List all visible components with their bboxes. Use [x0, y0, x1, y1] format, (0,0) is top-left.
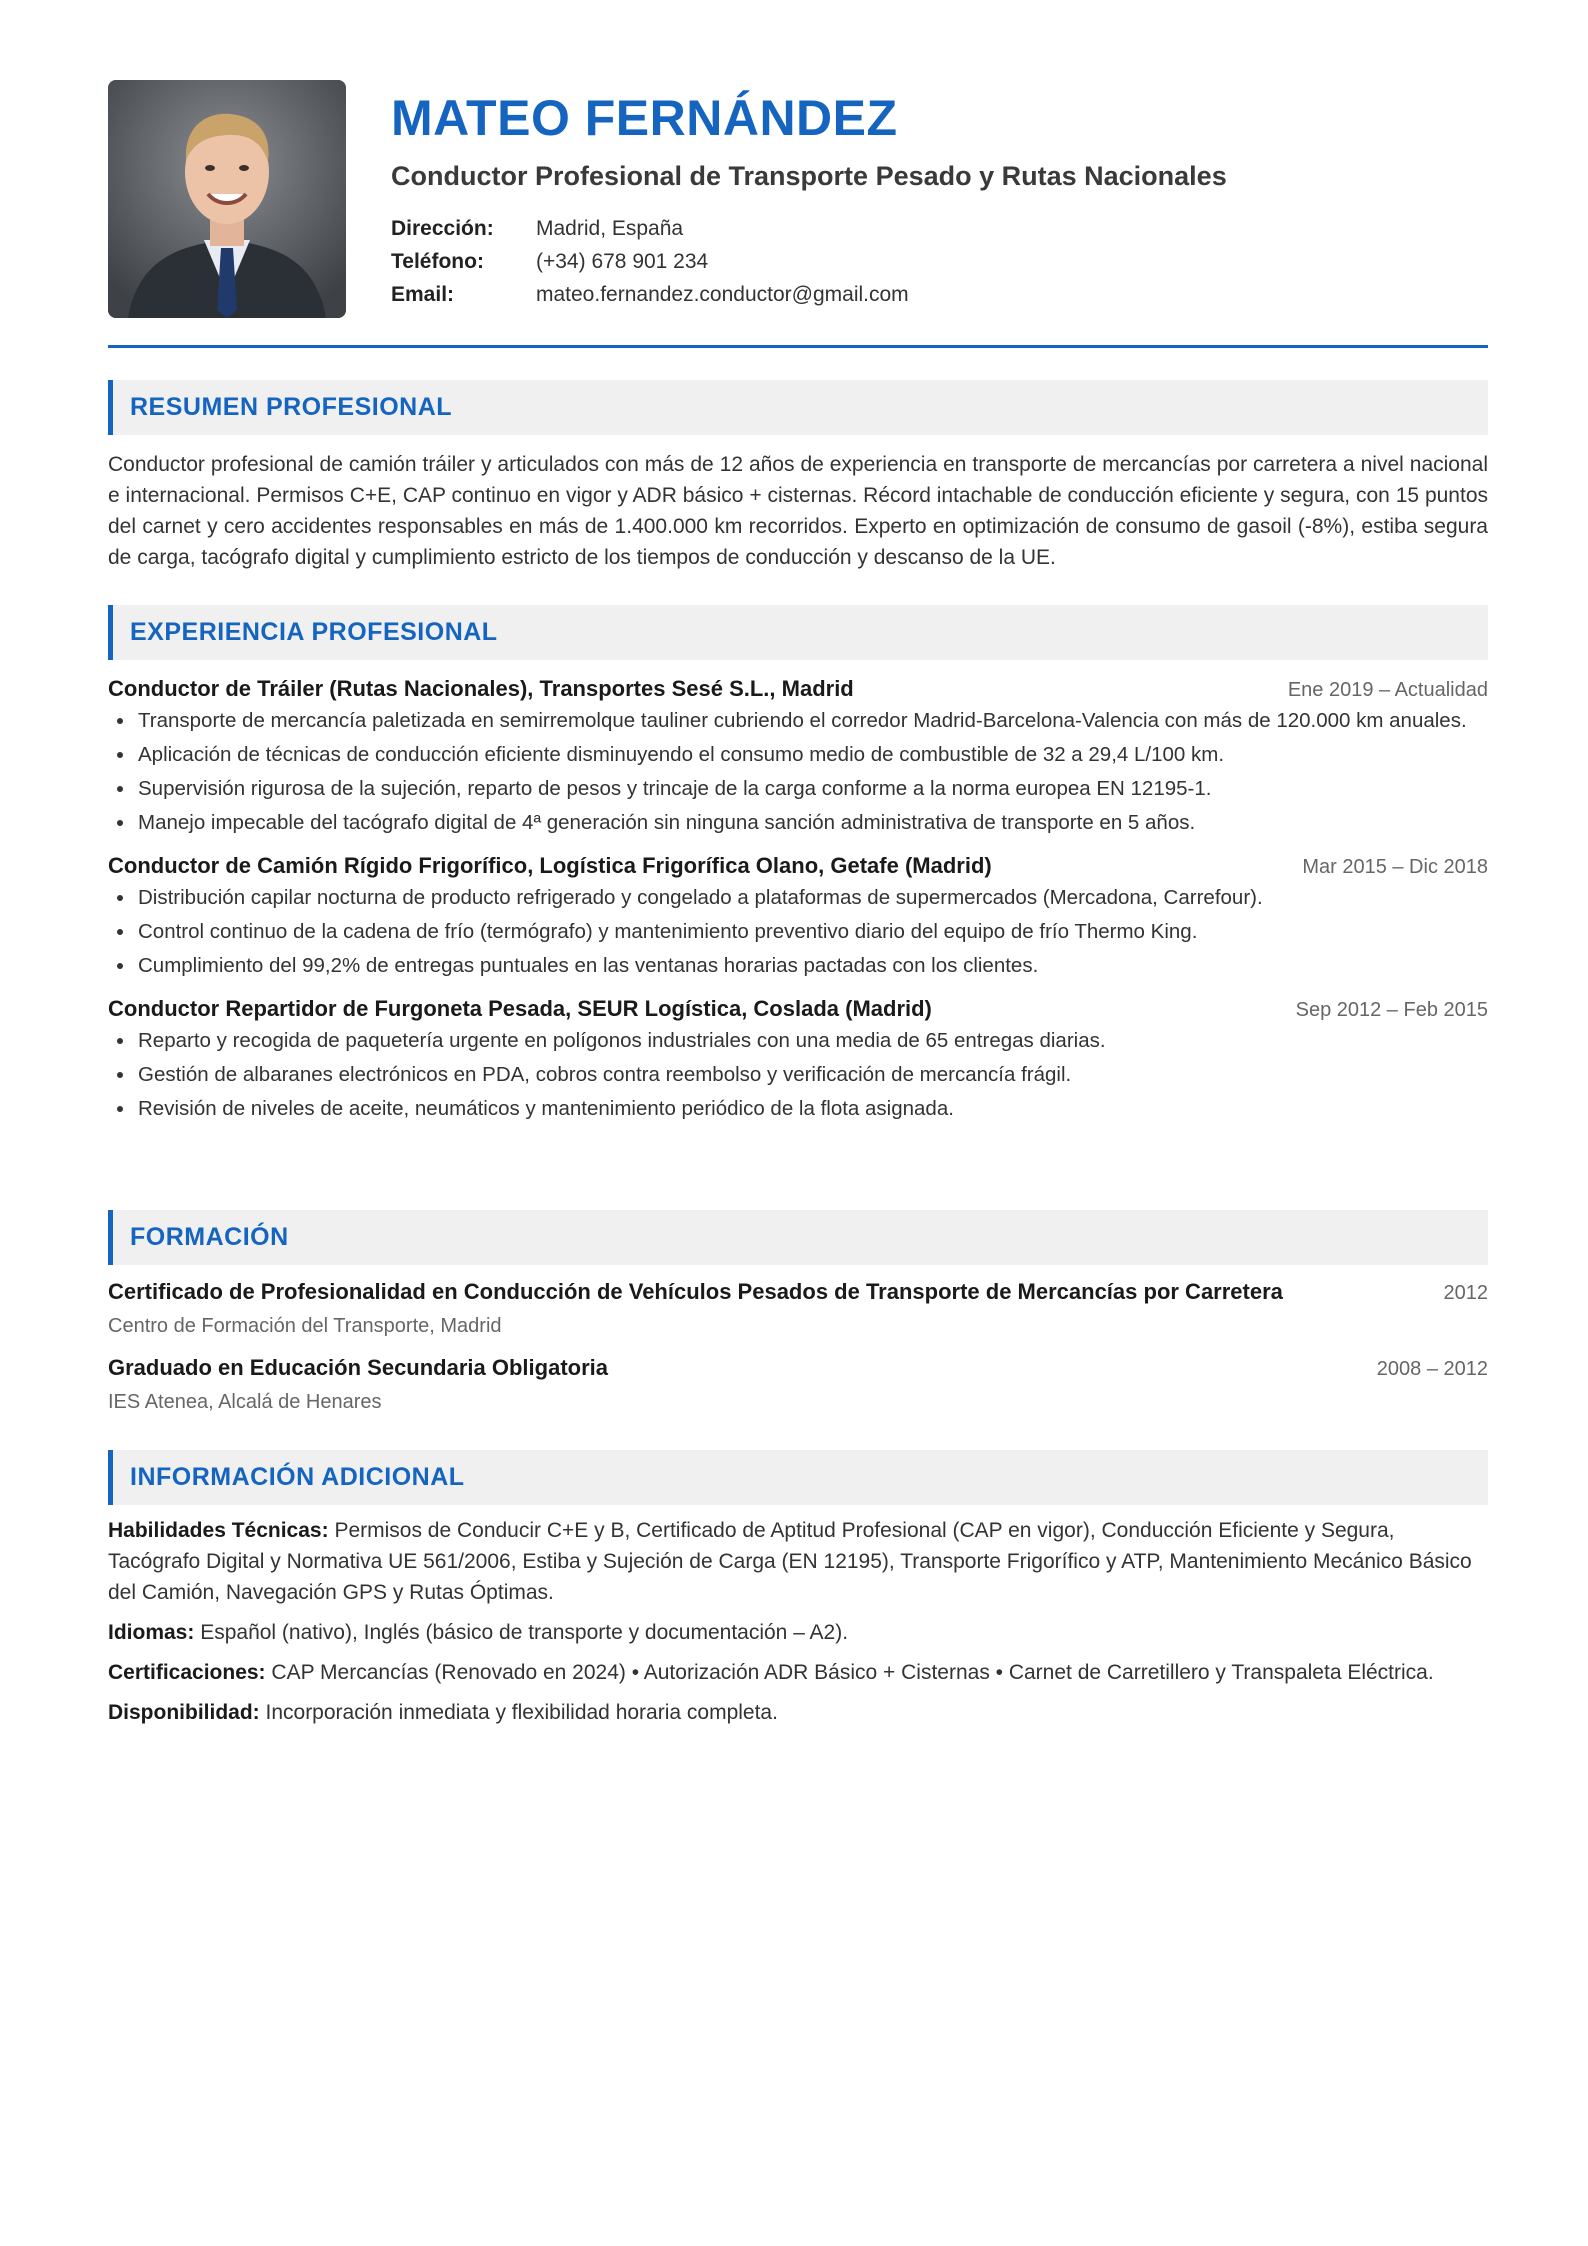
contact-row-address — [391, 212, 1488, 245]
job-bullet: • Distribución capilar nocturna de producto refrigerado y congelado a plataformas de supermercados (Mercadona, Carrefour). — [136, 883, 1488, 912]
job-entry — [108, 994, 1488, 1123]
summary-text: Conductor profesional de camión tráiler y articulados con más de 12 años de experiencia en transporte de mercancías por carretera a nivel nacional e internacional. Permisos C+E, CAP continuo en vigor y ADR básico + cisternas. Récord intachable de conducción eficiente y segura, con 15 puntos del carnet y cero accidentes responsables en más de 1.400.000 km recorridos. Experto en optimización de consumo de gasoil (-8%), estiba segura de carga, tacógrafo digital y cumplimiento estricto de los tiempos de conducción y descanso de la UE. — [108, 453, 1488, 569]
job-bullet: • Supervisión rigurosa de la sujeción, reparto de pesos y trincaje de la carga conforme a la norma europea EN 12195-1. — [136, 774, 1488, 803]
resume-content — [108, 80, 1488, 1724]
section-additional — [108, 1450, 1488, 1737]
additional-text: CAP Mercancías (Renovado en 2024) • Autorización ADR Básico + Cisternas • Carnet de Carretillero y Transpaleta Eléctrica. — [271, 1661, 1434, 1684]
job-bullets — [108, 1026, 1488, 1123]
education-institution: Centro de Formación del Transporte, Madrid — [108, 1315, 502, 1337]
job-bullet: • Transporte de mercancía paletizada en semirremolque tauliner cubriendo el corredor Madrid-Barcelona-Valencia con más de 120.000 km anuales. — [136, 706, 1488, 735]
additional-item-skills — [108, 1515, 1488, 1608]
job-bullets — [108, 883, 1488, 980]
additional-label: Certificaciones: — [108, 1661, 266, 1684]
job-bullet: • Gestión de albaranes electrónicos en PDA, cobros contra reembolso y verificación de mercancía frágil. — [136, 1060, 1488, 1089]
contact-info — [391, 212, 1488, 311]
phone-value: (+34) 678 901 234 — [536, 250, 709, 273]
section-education — [108, 1210, 1488, 1417]
education-title: Certificado de Profesionalidad en Conducción de Vehículos Pesados de Transporte de Mercancías por Carretera — [108, 1279, 1283, 1304]
email-link[interactable]: mateo.fernandez.conductor@gmail.com — [536, 283, 909, 306]
section-title-experience: EXPERIENCIA PROFESIONAL — [108, 605, 1488, 660]
education-date: 2012 — [1443, 1282, 1488, 1304]
education-institution: IES Atenea, Alcalá de Henares — [108, 1391, 382, 1413]
section-experience — [108, 605, 1488, 1128]
additional-text: Español (nativo), Inglés (básico de transporte y documentación – A2). — [200, 1621, 849, 1644]
education-header — [108, 1353, 1488, 1383]
job-entry — [108, 851, 1488, 980]
candidate-name: MATEO FERNÁNDEZ — [391, 90, 898, 146]
job-bullet: • Control continuo de la cadena de frío (termógrafo) y mantenimiento preventivo diario del equipo de frío Thermo King. — [136, 917, 1488, 946]
job-bullet: • Cumplimiento del 99,2% de entregas puntuales en las ventanas horarias pactadas con los clientes. — [136, 951, 1488, 980]
job-entry — [108, 674, 1488, 837]
section-summary — [108, 380, 1488, 573]
job-header — [108, 994, 1488, 1024]
additional-item-availability — [108, 1697, 1488, 1728]
portrait-illustration — [108, 80, 346, 318]
additional-item-languages — [108, 1617, 1488, 1648]
section-title-summary: RESUMEN PROFESIONAL — [108, 380, 1488, 435]
job-header — [108, 674, 1488, 704]
section-title-additional: INFORMACIÓN ADICIONAL — [108, 1450, 1488, 1505]
job-bullet: • Manejo impecable del tacógrafo digital de 4ª generación sin ninguna sanción administrativa de transporte en 5 años. — [136, 808, 1488, 837]
job-date: Sep 2012 – Feb 2015 — [1295, 999, 1488, 1021]
job-title: Conductor Repartidor de Furgoneta Pesada, SEUR Logística, Coslada (Madrid) — [108, 996, 932, 1021]
education-entry — [108, 1353, 1488, 1417]
additional-label: Habilidades Técnicas: — [108, 1519, 329, 1542]
candidate-headline: Conductor Profesional de Transporte Pesado y Rutas Nacionales — [391, 161, 1227, 191]
job-date: Mar 2015 – Dic 2018 — [1302, 856, 1488, 878]
additional-label: Disponibilidad: — [108, 1701, 260, 1724]
education-date: 2008 – 2012 — [1376, 1358, 1488, 1380]
additional-list — [108, 1515, 1488, 1728]
resume-header — [108, 80, 1488, 318]
contact-row-phone — [391, 245, 1488, 278]
additional-item-certifications — [108, 1657, 1488, 1688]
job-bullet: • Aplicación de técnicas de conducción eficiente disminuyendo el consumo medio de combustible de 32 a 29,4 L/100 km. — [136, 740, 1488, 769]
header-text — [391, 80, 1488, 311]
contact-row-email — [391, 278, 1488, 311]
address-label: Dirección: — [391, 217, 494, 240]
job-title: Conductor de Tráiler (Rutas Nacionales), Transportes Sesé S.L., Madrid — [108, 676, 854, 701]
job-bullet: • Revisión de niveles de aceite, neumáticos y mantenimiento periódico de la flota asignada. — [136, 1094, 1488, 1123]
phone-label: Teléfono: — [391, 250, 484, 273]
education-entry — [108, 1277, 1488, 1341]
additional-label: Idiomas: — [108, 1621, 195, 1644]
job-bullets — [108, 706, 1488, 837]
profile-photo — [108, 80, 346, 318]
job-title: Conductor de Camión Rígido Frigorífico, Logística Frigorífica Olano, Getafe (Madrid) — [108, 853, 992, 878]
job-date: Ene 2019 – Actualidad — [1287, 679, 1488, 701]
email-label: Email: — [391, 283, 455, 306]
job-header — [108, 851, 1488, 881]
address-value: Madrid, España — [536, 217, 684, 240]
additional-text: Permisos de Conducir C+E y B, Certificado de Aptitud Profesional (CAP en vigor), Conducción Eficiente y Segura, Tacógrafo Digital y Normativa UE 561/2006, Estiba y Sujeción de Carga (EN 12195), Transporte Frigorífico y ATP, Mantenimiento Mecánico Básico del Camión, Navegación GPS y Rutas Óptimas. — [108, 1519, 1472, 1604]
education-title: Graduado en Educación Secundaria Obligatoria — [108, 1355, 608, 1380]
header-divider — [108, 345, 1488, 348]
education-header — [108, 1277, 1488, 1307]
job-bullet: • Reparto y recogida de paquetería urgente en polígonos industriales con una media de 65 entregas diarias. — [136, 1026, 1488, 1055]
additional-text: Incorporación inmediata y flexibilidad horaria completa. — [265, 1701, 778, 1724]
section-title-education: FORMACIÓN — [108, 1210, 1488, 1265]
